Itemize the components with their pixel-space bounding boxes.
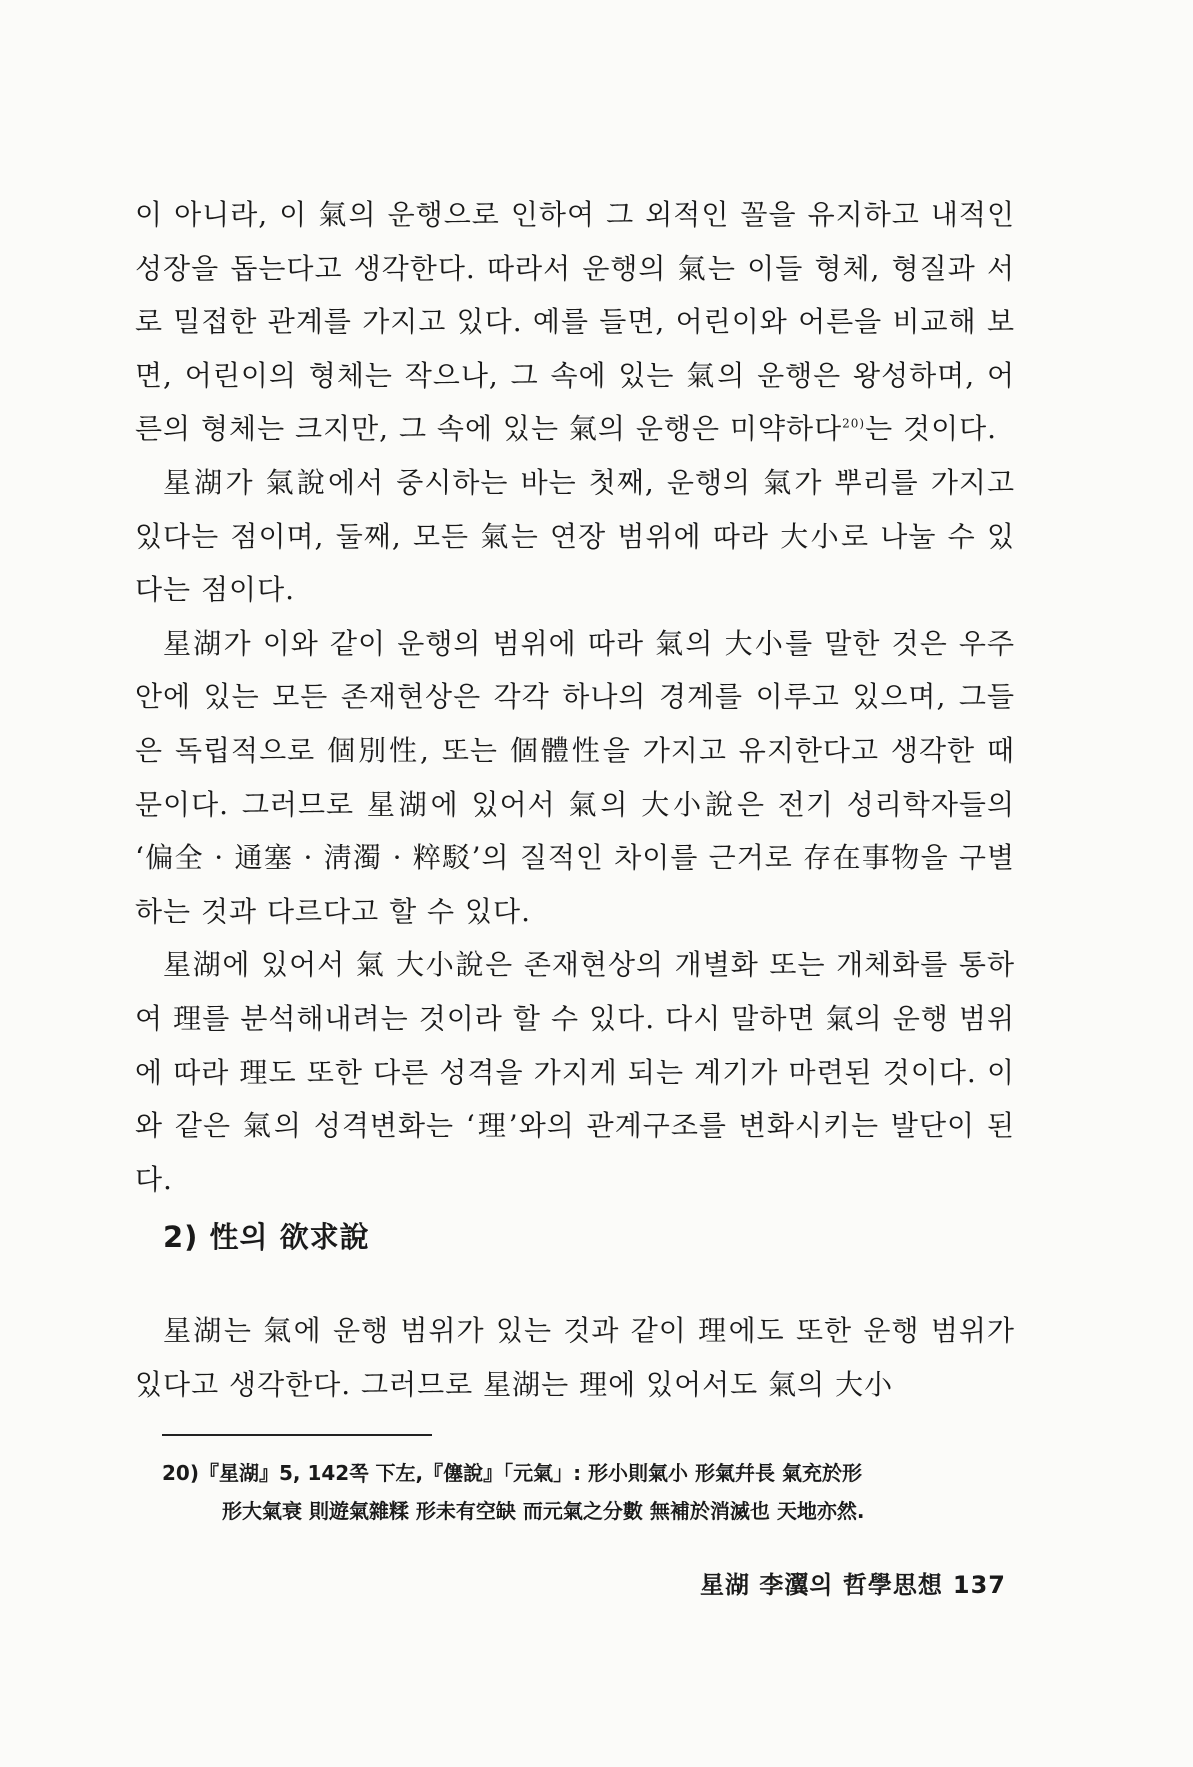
section-heading: 2) 性의 欲求說 [163, 1220, 370, 1254]
body-text-bottom [135, 1304, 1015, 1411]
paragraph-1 [135, 188, 1015, 456]
paragraph-2: 星湖가 氣說에서 중시하는 바는 첫째, 운행의 氣가 뿌리를 가지고 있다는 점이며, 둘째, 모든 氣는 연장 범위에 따라 大小로 나눌 수 있다는 점이다. [135, 465, 1015, 607]
paragraph-1-tail: 는 것이다. [865, 412, 998, 446]
footnote-line-1: 20)『星湖』5, 142쪽 下左,『僿說』「元氣」: 形小則氣小 形氣幷長 氣充於形 [162, 1461, 862, 1485]
footnote-divider [162, 1434, 432, 1436]
running-footer [700, 1565, 1006, 1600]
footnote-ref-20[interactable]: 20) [842, 417, 866, 432]
body-text-top [135, 188, 1015, 1206]
paragraph-4: 星湖에 있어서 氣 大小說은 존재현상의 개별화 또는 개체화를 통하여 理를 분석해내려는 것이라 할 수 있다. 다시 말하면 氣의 운행 범위에 따라 理도 또한 다른 성격을 가지게 되는 계기가 마련된 것이다. 이와 같은 氣의 성격변화는 ‘理’와의 관계구조를 변화시키는 발단이 된다. [135, 948, 1015, 1196]
page-number: 137 [952, 1571, 1006, 1599]
paragraph-3: 星湖가 이와 같이 운행의 범위에 따라 氣의 大小를 말한 것은 우주 안에 있는 모든 존재현상은 각각 하나의 경계를 이루고 있으며, 그들은 독립적으로 個別性, 또는 個體性을 가지고 유지한다고 생각한 때문이다. 그러므로 星湖에 있어서 氣의 大小說은 전기 성리학자들의 ‘偏全 · 通塞 · 淸濁 · 粹駁’의 질적인 차이를 근거로 存在事物을 구별하는 것과 다르다고 할 수 있다. [135, 626, 1015, 928]
running-footer-title: 星湖 李瀷의 哲學思想 [699, 1571, 943, 1599]
paragraph-5: 星湖는 氣에 운행 범위가 있는 것과 같이 理에도 또한 운행 범위가 있다고 생각한다. 그러므로 星湖는 理에 있어서도 氣의 大小 [135, 1314, 1015, 1401]
footnote-line-2: 形大氣衰 則遊氣雜糅 形未有空缺 而元氣之分數 無補於消滅也 天地亦然. [222, 1499, 865, 1523]
footnote-20 [162, 1454, 1002, 1530]
paragraph-1-text: 이 아니라, 이 氣의 운행으로 인하여 그 외적인 꼴을 유지하고 내적인 성장을 돕는다고 생각한다. 따라서 운행의 氣는 이들 형체, 형질과 서로 밀접한 관계를 가지고 있다. 예를 들면, 어린이와 어른을 비교해 보면, 어린이의 형체는 작으나, 그 속에 있는 氣의 운행은 왕성하며, 어른의 형체는 크지만, 그 속에 있는 氣의 운행은 미약하다 [135, 198, 1015, 446]
